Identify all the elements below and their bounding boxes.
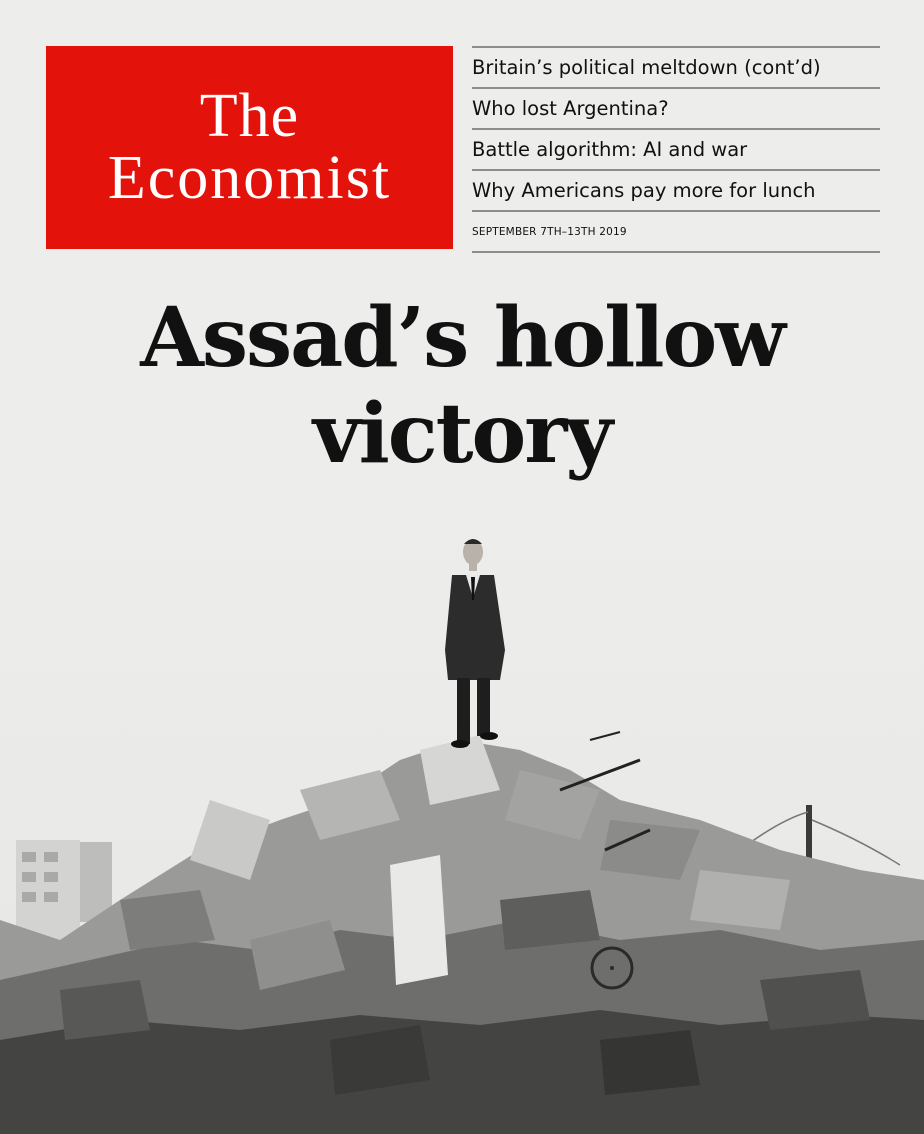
headline-line-1: Assad’s hollow	[140, 290, 784, 386]
coverline-argentina: Who lost Argentina?	[472, 87, 880, 128]
coverlines	[472, 46, 880, 253]
cover-headline	[0, 290, 924, 482]
logo-line-economist: Economist	[107, 143, 392, 212]
issue-date: SEPTEMBER 7TH–13TH 2019	[472, 210, 880, 253]
coverline-ai-war: Battle algorithm: AI and war	[472, 128, 880, 169]
cover-illustration	[0, 520, 924, 1134]
coverline-britain: Britain’s political meltdown (cont’d)	[472, 46, 880, 87]
economist-logo	[46, 46, 453, 249]
logo-line-the: The	[199, 81, 300, 150]
headline-line-2: victory	[312, 386, 612, 482]
coverline-lunch: Why Americans pay more for lunch	[472, 169, 880, 210]
